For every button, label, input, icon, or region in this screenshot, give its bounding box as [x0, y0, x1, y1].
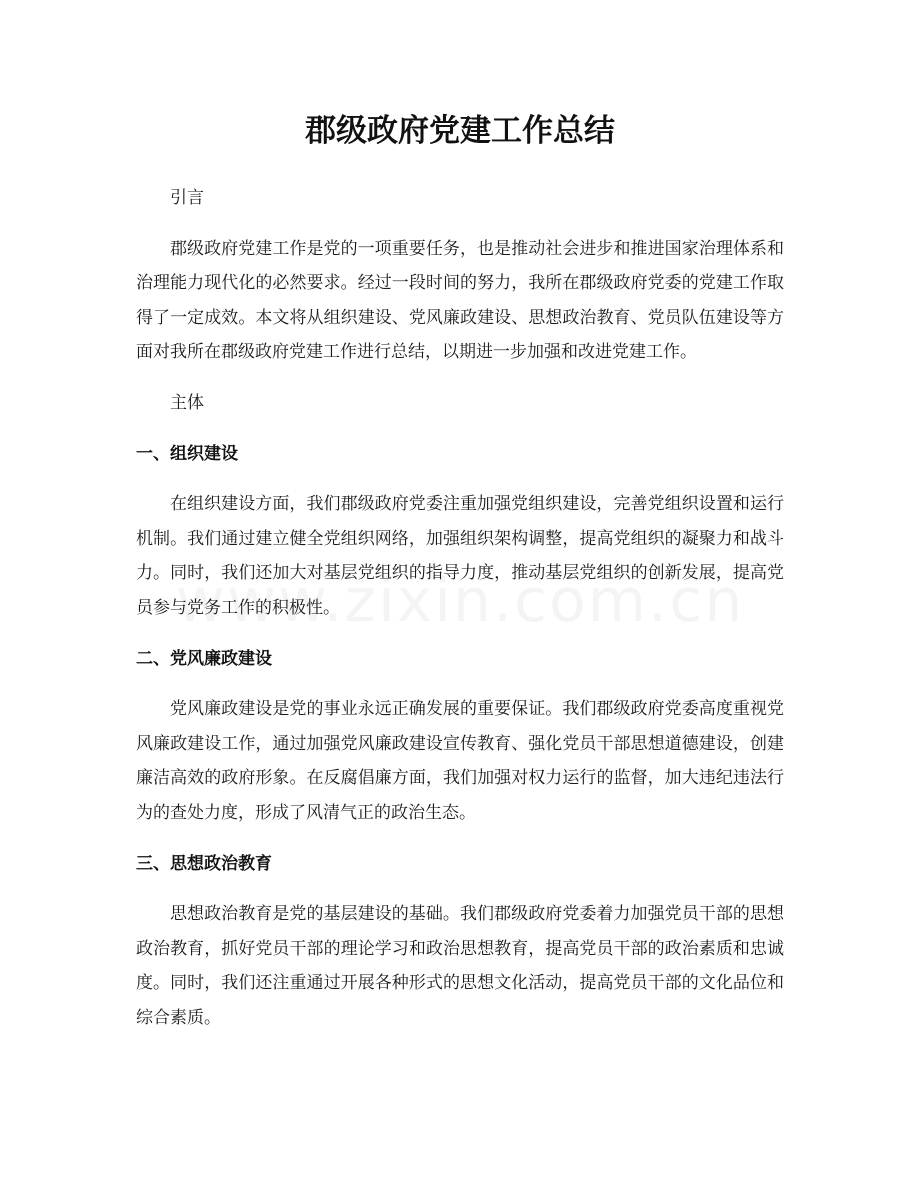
document-title: 郡级政府党建工作总结 [305, 113, 615, 149]
section-paragraph-integrity: 党风廉政建设是党的事业永远正确发展的重要保证。我们郡级政府党委高度重视党风廉政建设工作，通过加强党风廉政建设宣传教育、强化党员干部思想道德建设，创建廉洁高效的政府形象。在反腐倡廉方面，我们加强对权力运行的监督，加大违纪违法行为的查处力度，形成了风清气正的政治生态。 [136, 699, 784, 823]
section-heading-integrity: 二、党风廉政建设 [136, 649, 272, 669]
intro-paragraph: 郡级政府党建工作是党的一项重要任务，也是推动社会进步和推进国家治理体系和治理能力现代化的必然要求。经过一段时间的努力，我所在郡级政府党委的党建工作取得了一定成效。本文将从组织建设、党风廉政建设、思想政治教育、党员队伍建设等方面对我所在郡级政府党建工作进行总结，以期进一步加强和改进党建工作。 [136, 238, 784, 362]
section-heading-organization: 一、组织建设 [136, 444, 238, 464]
body-label: 主体 [170, 392, 204, 413]
intro-label: 引言 [170, 188, 204, 208]
section-paragraph-organization: 在组织建设方面，我们郡级政府党委注重加强党组织建设，完善党组织设置和运行机制。我们通过建立健全党组织网络，加强组织架构调整，提高党组织的凝聚力和战斗力。同时，我们还加大对基层党组织的指导力度，推动基层党组织的创新发展，提高党员参与党务工作的积极性。 [136, 494, 784, 618]
document-body [136, 181, 784, 1035]
section-paragraph-ideology: 思想政治教育是党的基层建设的基础。我们郡级政府党委着力加强党员干部的思想政治教育，抓好党员干部的理论学习和政治思想教育，提高党员干部的政治素质和忠诚度。同时，我们还注重通过开展各种形式的思想文化活动，提高党员干部的文化品位和综合素质。 [136, 904, 784, 1028]
section-heading-ideology: 三、思想政治教育 [136, 854, 272, 874]
